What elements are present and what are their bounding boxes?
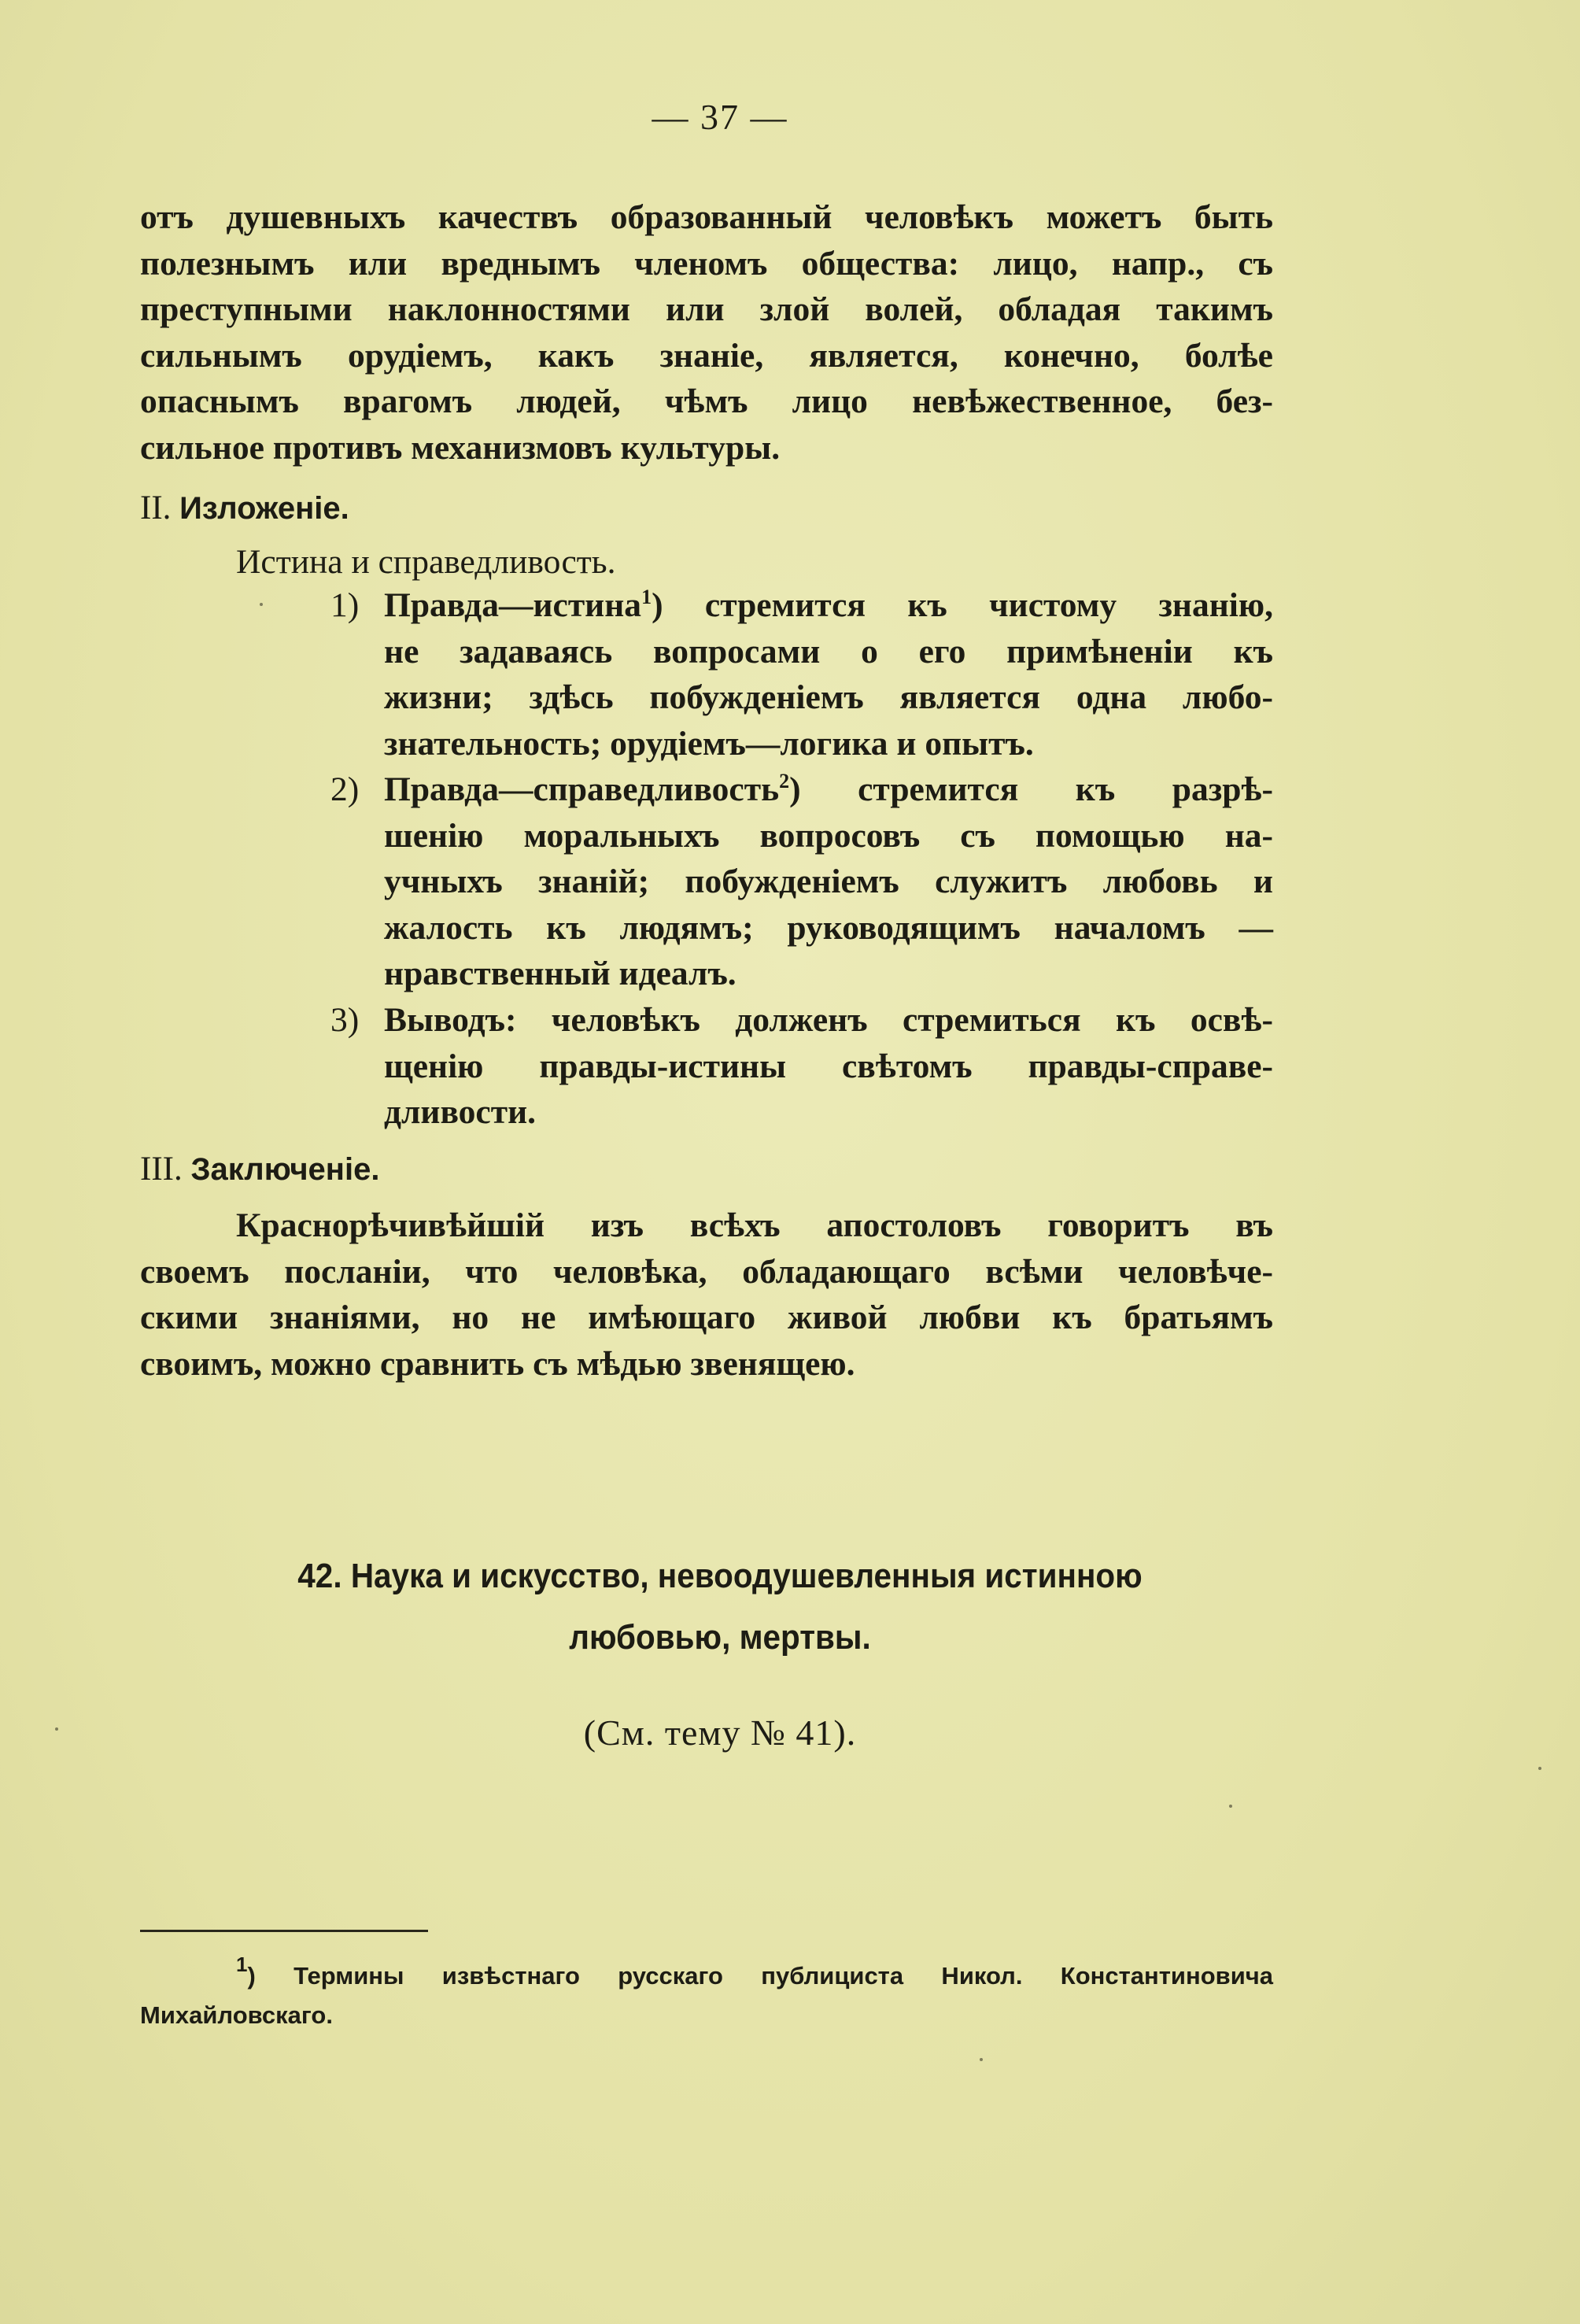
- conclusion-paragraph: [140, 1203, 1273, 1387]
- list-item-line: шенію моральныхъ вопросовъ съ помощью на-: [384, 816, 1273, 855]
- list-item-2: [330, 767, 1273, 997]
- scan-speck: [1229, 1805, 1232, 1808]
- list-item-line: щенію правды-истины свѣтомъ правды-справе-: [384, 1047, 1273, 1085]
- conclusion-line: Краснорѣчивѣйшій изъ всѣхъ апостоловъ говоритъ въ: [236, 1206, 1273, 1244]
- list-item-line: дливости.: [384, 1093, 537, 1131]
- scan-speck: [980, 2058, 983, 2061]
- section-heading-3: [140, 1147, 379, 1192]
- section-roman-numeral: III.: [140, 1151, 183, 1188]
- page-number: — 37 —: [652, 97, 788, 137]
- list-item-1: [330, 582, 1273, 767]
- footnote-marker: 1: [236, 1953, 248, 1976]
- scan-speck: [260, 603, 263, 606]
- intro-line: преступными наклонностями или злой волей, обладая такимъ: [140, 290, 1273, 328]
- section-42-title: [57, 1546, 1382, 1668]
- list-item-text: [384, 582, 1273, 767]
- conclusion-line: своемъ посланіи, что человѣка, обладающаго всѣми человѣче-: [140, 1252, 1273, 1291]
- list-item-line: Правда—справедливость$^2$) стремится къ разрѣ-: [384, 770, 1273, 808]
- list-item-line: нравственный идеалъ.: [384, 955, 736, 992]
- see-reference: (См. тему № 41).: [583, 1713, 857, 1753]
- footnote-divider: [140, 1930, 428, 1932]
- list-item-line: Правда—истина$^1$) стремится къ чистому знанію,: [384, 586, 1273, 624]
- intro-line: опаснымъ врагомъ людей, чѣмъ лицо невѣжественное, без-: [140, 382, 1273, 420]
- list-item-line: не задаваясь вопросами о его примѣненіи къ: [384, 632, 1273, 671]
- scan-speck: [1538, 1767, 1541, 1770]
- list-item-text: [384, 767, 1273, 997]
- list-item-line: Выводъ: человѣкъ долженъ стремиться къ освѣ-: [384, 1001, 1273, 1039]
- list-item-line: знательность; орудіемъ—логика и опытъ.: [384, 724, 1034, 763]
- list-item-number: 1): [330, 586, 360, 624]
- section-heading-2: [140, 486, 349, 531]
- footnote-ref: 1: [641, 586, 652, 608]
- intro-line: сильное противъ механизмовъ культуры.: [140, 428, 781, 467]
- scan-speck: [55, 1727, 58, 1731]
- section-42-title-line: 42. Наука и искусство, невоодушевленныя истинною: [297, 1557, 1143, 1595]
- list-item-line: жалость къ людямъ; руководящимъ началомъ —: [384, 908, 1273, 947]
- intro-line: полезнымъ или вреднымъ членомъ общества: лицо, напр., съ: [140, 244, 1273, 283]
- section-title: Изложеніе.: [179, 491, 349, 526]
- section-roman-numeral: II.: [140, 490, 172, 527]
- intro-paragraph: [140, 194, 1273, 471]
- section-42-title-line: любовью, мертвы.: [569, 1618, 871, 1657]
- intro-line: сильнымъ орудіемъ, какъ знаніе, является, конечно, болѣе: [140, 336, 1273, 375]
- list-item-number: 3): [330, 1001, 360, 1039]
- list-item-number: 2): [330, 770, 360, 808]
- section-title: Заключеніе.: [190, 1152, 380, 1187]
- list-item-3: [330, 997, 1273, 1136]
- list-item-line: учныхъ знаній; побужденіемъ служитъ любовь и: [384, 863, 1273, 900]
- subheading: Истина и справедливость.: [236, 543, 616, 581]
- conclusion-line: скими знаніями, но не имѣющаго живой любви къ братьямъ: [140, 1299, 1273, 1336]
- intro-line: отъ душевныхъ качествъ образованный человѣкъ можетъ быть: [140, 198, 1273, 236]
- list-item-text: [384, 997, 1273, 1136]
- footnote-ref: 2: [779, 770, 790, 793]
- list-item-line: жизни; здѣсь побужденіемъ является одна любо-: [384, 678, 1273, 716]
- conclusion-line: своимъ, можно сравнить съ мѣдью звенящею.: [140, 1344, 855, 1383]
- footnote-line: Михайловскаго.: [140, 2001, 333, 2029]
- footnote: [140, 1953, 1273, 2035]
- footnote-line: $^1$) Термины извѣстнаго русскаго публициста Никол. Константиновича: [236, 1953, 1273, 1990]
